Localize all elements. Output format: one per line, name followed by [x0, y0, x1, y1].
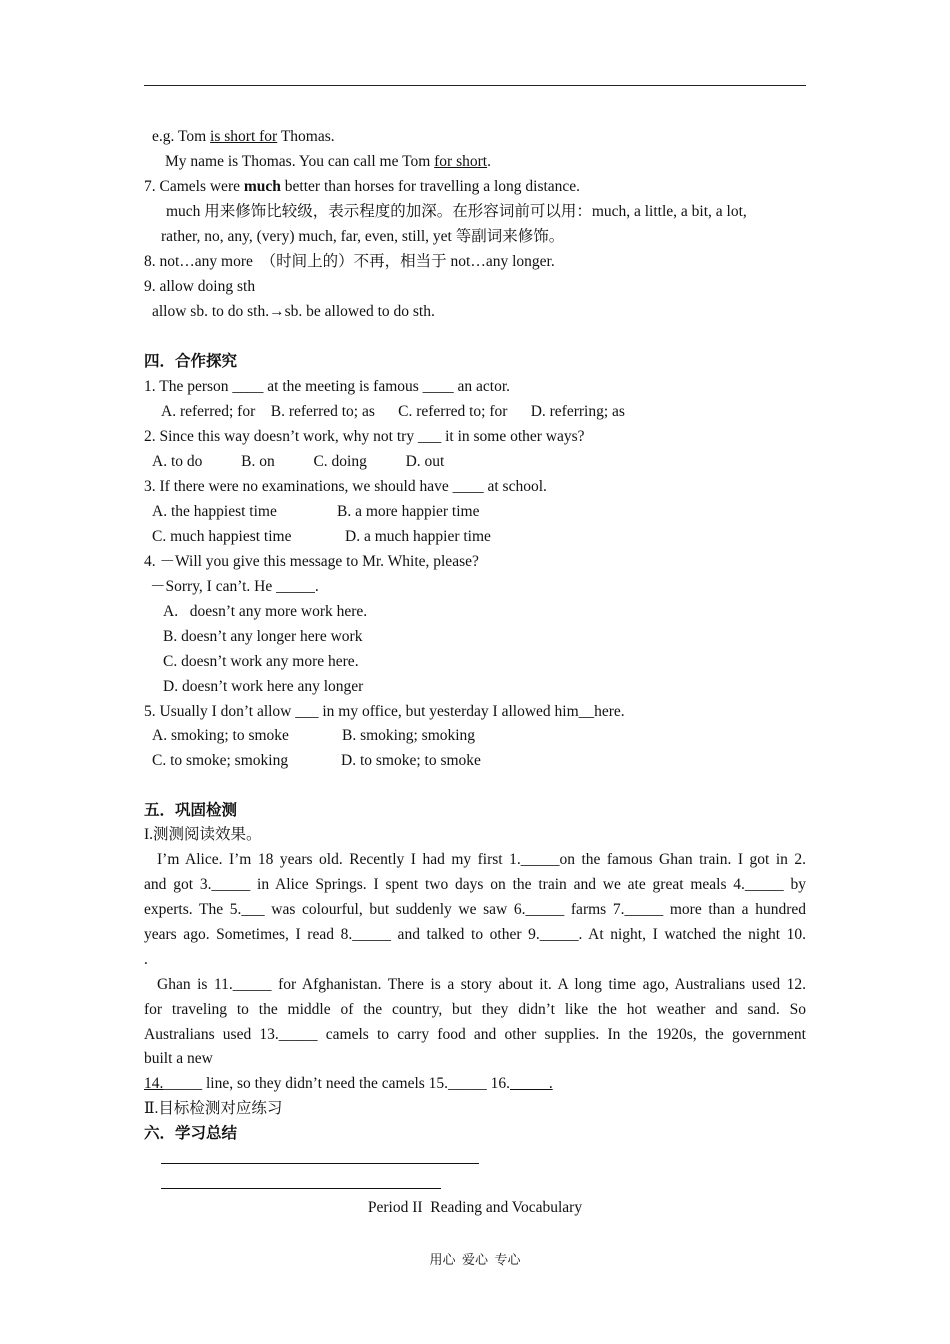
passage-1-line-2: and got 3._____ in Alice Springs. I spent two days on the train and we ate great meals 4._____ by	[144, 876, 806, 893]
question-5-option-a: A. smoking; to smoke	[152, 727, 289, 744]
question-1-options: A. referred; for B. referred to; as C. referred to; for D. referring; as	[161, 403, 625, 420]
part-1-title: I.测测阅读效果。	[144, 826, 262, 843]
question-4-option-a: A. doesn’t any more work here.	[163, 603, 368, 620]
question-3-option-d: D. a much happier time	[345, 528, 491, 545]
item-7-note-1: much 用来修饰比较级，表示程度的加深。在形容词前可以用：much, a little, a bit, a lot,	[166, 203, 747, 220]
example-line-1: e.g. Tom is short for Thomas.	[152, 128, 335, 145]
passage-2-line-3: Australians used 13._____ camels to carry food and other supplies. In the 1920s, the government	[144, 1026, 806, 1043]
question-3: 3. If there were no examinations, we should have ____ at school.	[144, 478, 547, 495]
question-4-option-d: D. doesn’t work here any longer	[163, 678, 364, 695]
section-4-heading: 四．合作探究	[144, 353, 238, 370]
question-1: 1. The person ____ at the meeting is famous ____ an actor.	[144, 378, 511, 395]
passage-2-line-2: for traveling to the middle of the country, but they didn’t like the hot weather and sand. So	[144, 1001, 806, 1018]
question-4-reply: －Sorry, I can’t. He _____.	[150, 578, 319, 595]
section-6-heading: 六．学习总结	[144, 1125, 238, 1142]
passage-1-line-1: I’m Alice. I’m 18 years old. Recently I had my first 1._____on the famous Ghan train. I got in 2.	[157, 851, 806, 868]
question-4-option-b: B. doesn’t any longer here work	[163, 628, 363, 645]
summary-line-2	[161, 1188, 441, 1189]
passage-2-line-1: Ghan is 11._____ for Afghanistan. There is a story about it. A long time ago, Australians used 12.	[157, 976, 806, 993]
question-3-option-a: A. the happiest time	[152, 503, 277, 520]
question-3-option-b: B. a more happier time	[337, 503, 480, 520]
question-4: 4. －Will you give this message to Mr. White, please?	[144, 553, 479, 570]
question-2: 2. Since this way doesn’t work, why not try ___ it in some other ways?	[144, 428, 585, 445]
period-title: Period II Reading and Vocabulary	[367, 1199, 583, 1216]
question-5-option-d: D. to smoke; to smoke	[341, 752, 481, 769]
question-4-option-c: C. doesn’t work any more here.	[163, 653, 359, 670]
passage-2-line-5: 14._____ line, so they didn’t need the camels 15._____ 16._____.	[144, 1075, 553, 1092]
question-5-option-b: B. smoking; smoking	[342, 727, 476, 744]
passage-1-line-4: years ago. Sometimes, I read 8._____ and talked to other 9._____. At night, I watched the night 10.	[144, 926, 806, 943]
question-5-option-c: C. to smoke; smoking	[152, 752, 289, 769]
item-7: 7. Camels were much better than horses for travelling a long distance.	[144, 178, 581, 195]
page-footer: 用心 爱心 专心	[429, 1252, 521, 1267]
item-7-note-2: rather, no, any, (very) much, far, even, still, yet 等副词来修饰。	[161, 228, 565, 245]
passage-1-line-3: experts. The 5.___ was colourful, but suddenly we saw 6._____ farms 7._____ more than a hundred	[144, 901, 806, 918]
passage-2-line-4: built a new	[144, 1050, 213, 1067]
item-9: 9. allow doing sth	[144, 278, 256, 295]
item-9-note: allow sb. to do sth.→sb. be allowed to do sth.	[152, 303, 435, 320]
passage-1-line-5: .	[144, 951, 148, 968]
item-8: 8. not…any more （时间上的）不再，相当于 not…any longer.	[144, 253, 555, 270]
question-2-options: A. to do B. on C. doing D. out	[152, 453, 445, 470]
question-3-option-c: C. much happiest time	[152, 528, 292, 545]
part-2-title: Ⅱ.目标检测对应练习	[144, 1100, 283, 1117]
summary-line-1	[161, 1163, 479, 1164]
header-rule	[144, 85, 806, 86]
question-5: 5. Usually I don’t allow ___ in my office, but yesterday I allowed him__here.	[144, 703, 625, 720]
section-5-heading: 五．巩固检测	[144, 802, 238, 819]
example-line-2: My name is Thomas. You can call me Tom for short.	[165, 153, 491, 170]
